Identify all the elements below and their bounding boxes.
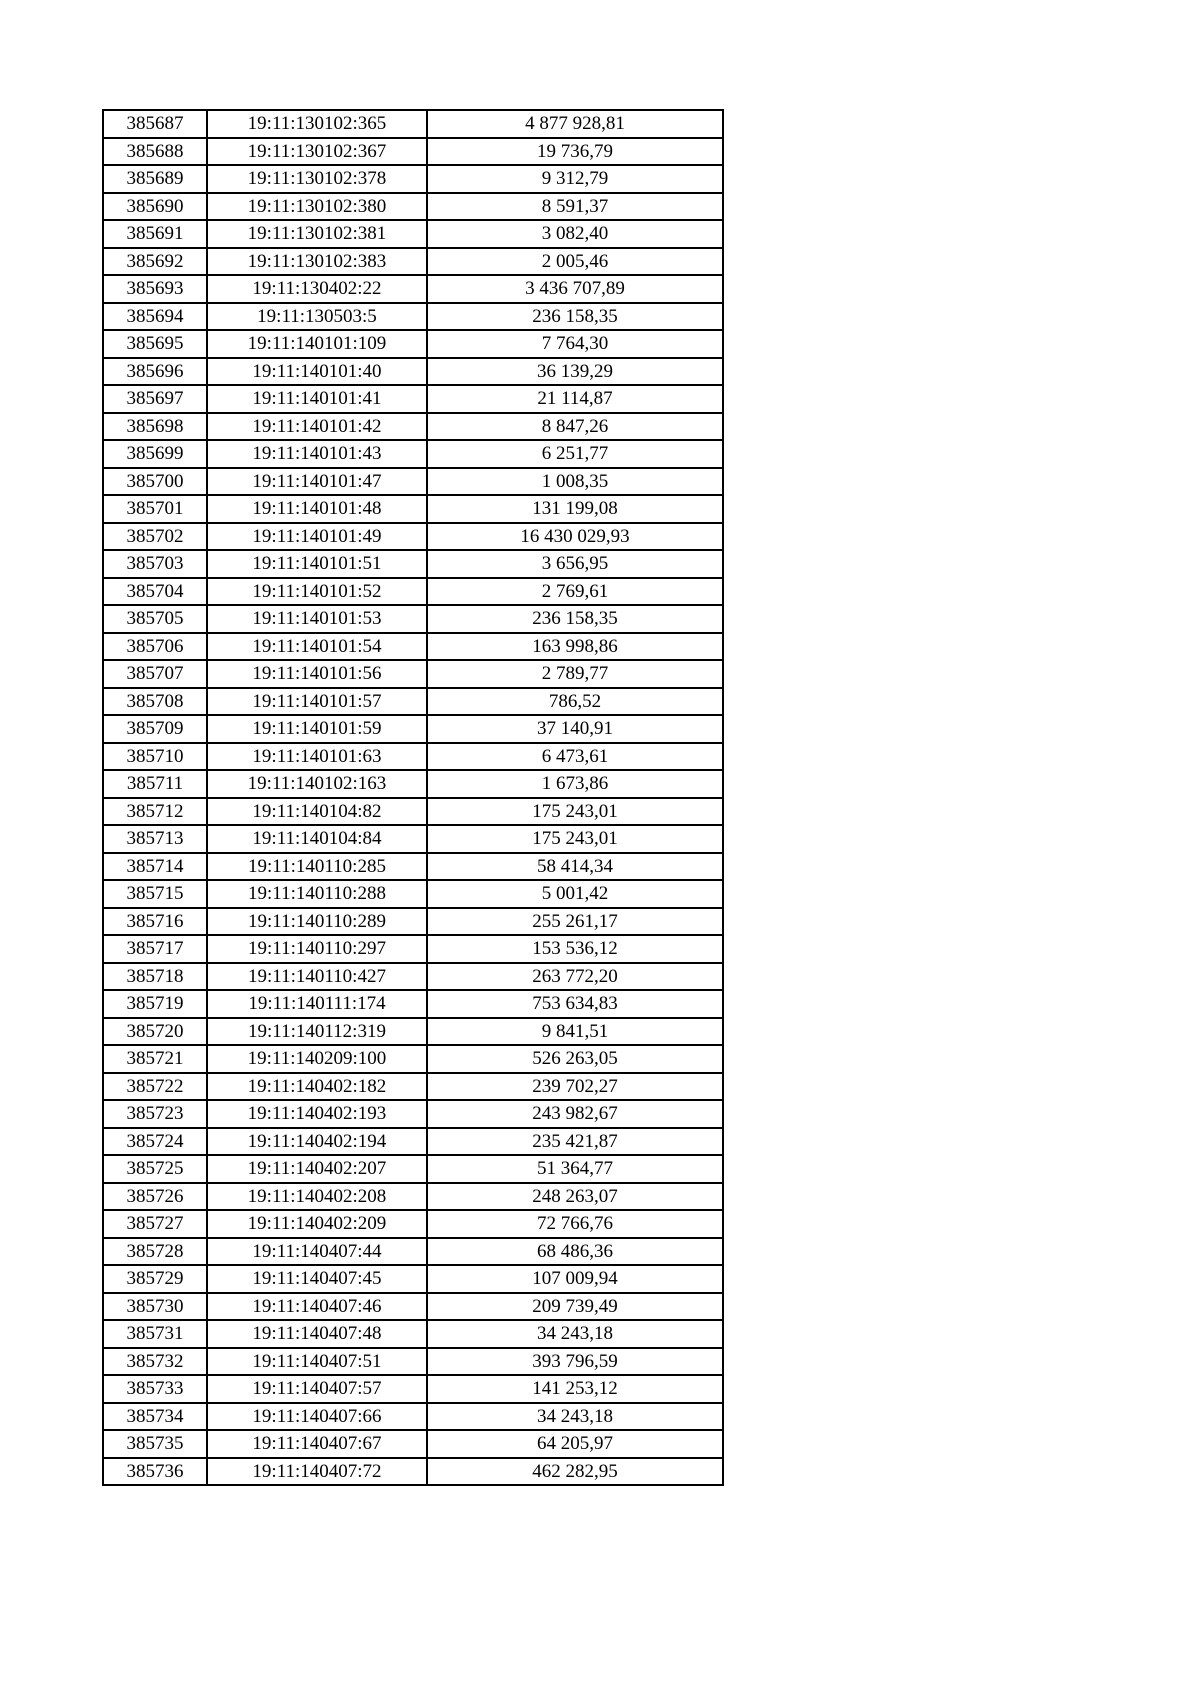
table-row	[103, 303, 723, 331]
cadastral-number-cell: 19:11:130503:5	[207, 303, 427, 331]
row-number-cell: 385688	[103, 138, 207, 166]
cadastral-number-cell: 19:11:140407:67	[207, 1430, 427, 1458]
row-number-cell: 385733	[103, 1375, 207, 1403]
cadastral-value-table	[102, 109, 724, 1486]
row-number-cell: 385713	[103, 825, 207, 853]
row-number-cell: 385707	[103, 660, 207, 688]
value-cell: 34 243,18	[427, 1403, 723, 1431]
table-row	[103, 1210, 723, 1238]
table-row	[103, 715, 723, 743]
table-row	[103, 605, 723, 633]
table-row	[103, 963, 723, 991]
row-number-cell: 385718	[103, 963, 207, 991]
value-cell: 2 789,77	[427, 660, 723, 688]
table-row	[103, 1458, 723, 1486]
cadastral-number-cell: 19:11:130102:381	[207, 220, 427, 248]
cadastral-number-cell: 19:11:140110:285	[207, 853, 427, 881]
row-number-cell: 385719	[103, 990, 207, 1018]
value-cell: 21 114,87	[427, 385, 723, 413]
table-row	[103, 110, 723, 138]
table-row	[103, 330, 723, 358]
row-number-cell: 385717	[103, 935, 207, 963]
row-number-cell: 385710	[103, 743, 207, 771]
value-cell: 236 158,35	[427, 605, 723, 633]
row-number-cell: 385723	[103, 1100, 207, 1128]
table-row	[103, 523, 723, 551]
value-cell: 37 140,91	[427, 715, 723, 743]
table-row	[103, 990, 723, 1018]
cadastral-number-cell: 19:11:140407:48	[207, 1320, 427, 1348]
cadastral-number-cell: 19:11:140101:48	[207, 495, 427, 523]
cadastral-number-cell: 19:11:140402:209	[207, 1210, 427, 1238]
cadastral-number-cell: 19:11:140110:288	[207, 880, 427, 908]
row-number-cell: 385726	[103, 1183, 207, 1211]
value-cell: 107 009,94	[427, 1265, 723, 1293]
cadastral-number-cell: 19:11:140407:66	[207, 1403, 427, 1431]
row-number-cell: 385693	[103, 275, 207, 303]
cadastral-number-cell: 19:11:130102:383	[207, 248, 427, 276]
cadastral-number-cell: 19:11:140402:207	[207, 1155, 427, 1183]
table-body	[103, 110, 723, 1485]
table-row	[103, 770, 723, 798]
table-row	[103, 1430, 723, 1458]
table-row	[103, 440, 723, 468]
table-row	[103, 413, 723, 441]
row-number-cell: 385706	[103, 633, 207, 661]
cadastral-number-cell: 19:11:130402:22	[207, 275, 427, 303]
value-cell: 239 702,27	[427, 1073, 723, 1101]
row-number-cell: 385715	[103, 880, 207, 908]
row-number-cell: 385694	[103, 303, 207, 331]
cadastral-number-cell: 19:11:130102:378	[207, 165, 427, 193]
value-cell: 72 766,76	[427, 1210, 723, 1238]
row-number-cell: 385703	[103, 550, 207, 578]
cadastral-number-cell: 19:11:140102:163	[207, 770, 427, 798]
table-row	[103, 1045, 723, 1073]
table-row	[103, 1348, 723, 1376]
cadastral-number-cell: 19:11:140101:43	[207, 440, 427, 468]
row-number-cell: 385714	[103, 853, 207, 881]
table-row	[103, 633, 723, 661]
table-row	[103, 1375, 723, 1403]
row-number-cell: 385699	[103, 440, 207, 468]
cadastral-number-cell: 19:11:140101:57	[207, 688, 427, 716]
cadastral-number-cell: 19:11:140101:49	[207, 523, 427, 551]
row-number-cell: 385692	[103, 248, 207, 276]
row-number-cell: 385725	[103, 1155, 207, 1183]
cadastral-number-cell: 19:11:140407:72	[207, 1458, 427, 1486]
value-cell: 236 158,35	[427, 303, 723, 331]
cadastral-number-cell: 19:11:140101:54	[207, 633, 427, 661]
cadastral-number-cell: 19:11:140101:42	[207, 413, 427, 441]
cadastral-number-cell: 19:11:140101:47	[207, 468, 427, 496]
row-number-cell: 385731	[103, 1320, 207, 1348]
value-cell: 175 243,01	[427, 825, 723, 853]
row-number-cell: 385696	[103, 358, 207, 386]
row-number-cell: 385687	[103, 110, 207, 138]
row-number-cell: 385697	[103, 385, 207, 413]
row-number-cell: 385722	[103, 1073, 207, 1101]
table-row	[103, 550, 723, 578]
row-number-cell: 385729	[103, 1265, 207, 1293]
row-number-cell: 385709	[103, 715, 207, 743]
value-cell: 6 473,61	[427, 743, 723, 771]
value-cell: 8 591,37	[427, 193, 723, 221]
table-row	[103, 935, 723, 963]
cadastral-number-cell: 19:11:140101:53	[207, 605, 427, 633]
row-number-cell: 385704	[103, 578, 207, 606]
value-cell: 131 199,08	[427, 495, 723, 523]
cadastral-number-cell: 19:11:140101:56	[207, 660, 427, 688]
cadastral-number-cell: 19:11:130102:365	[207, 110, 427, 138]
table-row	[103, 248, 723, 276]
value-cell: 7 764,30	[427, 330, 723, 358]
row-number-cell: 385708	[103, 688, 207, 716]
row-number-cell: 385711	[103, 770, 207, 798]
table-row	[103, 138, 723, 166]
table-row	[103, 1155, 723, 1183]
value-cell: 1 008,35	[427, 468, 723, 496]
value-cell: 263 772,20	[427, 963, 723, 991]
value-cell: 163 998,86	[427, 633, 723, 661]
cadastral-number-cell: 19:11:140407:51	[207, 1348, 427, 1376]
row-number-cell: 385728	[103, 1238, 207, 1266]
row-number-cell: 385734	[103, 1403, 207, 1431]
cadastral-number-cell: 19:11:140402:208	[207, 1183, 427, 1211]
cadastral-number-cell: 19:11:140101:52	[207, 578, 427, 606]
value-cell: 6 251,77	[427, 440, 723, 468]
table-row	[103, 880, 723, 908]
cadastral-number-cell: 19:11:140110:289	[207, 908, 427, 936]
row-number-cell: 385736	[103, 1458, 207, 1486]
row-number-cell: 385721	[103, 1045, 207, 1073]
value-cell: 3 656,95	[427, 550, 723, 578]
cadastral-number-cell: 19:11:140101:40	[207, 358, 427, 386]
value-cell: 209 739,49	[427, 1293, 723, 1321]
cadastral-number-cell: 19:11:140402:194	[207, 1128, 427, 1156]
value-cell: 68 486,36	[427, 1238, 723, 1266]
table-row	[103, 660, 723, 688]
row-number-cell: 385716	[103, 908, 207, 936]
value-cell: 786,52	[427, 688, 723, 716]
value-cell: 51 364,77	[427, 1155, 723, 1183]
cadastral-number-cell: 19:11:140407:46	[207, 1293, 427, 1321]
value-cell: 235 421,87	[427, 1128, 723, 1156]
table-row	[103, 825, 723, 853]
table-row	[103, 1018, 723, 1046]
cadastral-number-cell: 19:11:140402:182	[207, 1073, 427, 1101]
cadastral-number-cell: 19:11:140101:41	[207, 385, 427, 413]
value-cell: 3 082,40	[427, 220, 723, 248]
value-cell: 3 436 707,89	[427, 275, 723, 303]
value-cell: 153 536,12	[427, 935, 723, 963]
table-row	[103, 688, 723, 716]
value-cell: 255 261,17	[427, 908, 723, 936]
cadastral-number-cell: 19:11:140407:57	[207, 1375, 427, 1403]
row-number-cell: 385690	[103, 193, 207, 221]
table-row	[103, 1293, 723, 1321]
cadastral-number-cell: 19:11:140111:174	[207, 990, 427, 1018]
table-row	[103, 495, 723, 523]
value-cell: 4 877 928,81	[427, 110, 723, 138]
row-number-cell: 385695	[103, 330, 207, 358]
cadastral-number-cell: 19:11:140101:59	[207, 715, 427, 743]
cadastral-number-cell: 19:11:140104:84	[207, 825, 427, 853]
cadastral-number-cell: 19:11:140101:51	[207, 550, 427, 578]
table-row	[103, 193, 723, 221]
value-cell: 526 263,05	[427, 1045, 723, 1073]
cadastral-number-cell: 19:11:140402:193	[207, 1100, 427, 1128]
row-number-cell: 385701	[103, 495, 207, 523]
table-row	[103, 165, 723, 193]
row-number-cell: 385700	[103, 468, 207, 496]
value-cell: 248 263,07	[427, 1183, 723, 1211]
value-cell: 141 253,12	[427, 1375, 723, 1403]
cadastral-number-cell: 19:11:140407:45	[207, 1265, 427, 1293]
table-row	[103, 908, 723, 936]
table-row	[103, 385, 723, 413]
table-row	[103, 1320, 723, 1348]
value-cell: 9 312,79	[427, 165, 723, 193]
row-number-cell: 385720	[103, 1018, 207, 1046]
cadastral-number-cell: 19:11:140110:427	[207, 963, 427, 991]
value-cell: 34 243,18	[427, 1320, 723, 1348]
row-number-cell: 385691	[103, 220, 207, 248]
cadastral-number-cell: 19:11:140407:44	[207, 1238, 427, 1266]
row-number-cell: 385705	[103, 605, 207, 633]
table-row	[103, 578, 723, 606]
value-cell: 36 139,29	[427, 358, 723, 386]
cadastral-number-cell: 19:11:140104:82	[207, 798, 427, 826]
value-cell: 5 001,42	[427, 880, 723, 908]
value-cell: 9 841,51	[427, 1018, 723, 1046]
value-cell: 19 736,79	[427, 138, 723, 166]
table-row	[103, 853, 723, 881]
row-number-cell: 385730	[103, 1293, 207, 1321]
row-number-cell: 385727	[103, 1210, 207, 1238]
value-cell: 462 282,95	[427, 1458, 723, 1486]
cadastral-number-cell: 19:11:130102:367	[207, 138, 427, 166]
table-row	[103, 1183, 723, 1211]
row-number-cell: 385698	[103, 413, 207, 441]
value-cell: 1 673,86	[427, 770, 723, 798]
row-number-cell: 385702	[103, 523, 207, 551]
cadastral-number-cell: 19:11:140209:100	[207, 1045, 427, 1073]
table-row	[103, 798, 723, 826]
table-row	[103, 275, 723, 303]
cadastral-number-cell: 19:11:130102:380	[207, 193, 427, 221]
row-number-cell: 385689	[103, 165, 207, 193]
row-number-cell: 385732	[103, 1348, 207, 1376]
table-row	[103, 220, 723, 248]
table-row	[103, 1238, 723, 1266]
table-row	[103, 1100, 723, 1128]
row-number-cell: 385712	[103, 798, 207, 826]
table-row	[103, 1128, 723, 1156]
value-cell: 753 634,83	[427, 990, 723, 1018]
cadastral-number-cell: 19:11:140112:319	[207, 1018, 427, 1046]
value-cell: 64 205,97	[427, 1430, 723, 1458]
row-number-cell: 385724	[103, 1128, 207, 1156]
table-row	[103, 1403, 723, 1431]
cadastral-number-cell: 19:11:140101:63	[207, 743, 427, 771]
cadastral-number-cell: 19:11:140101:109	[207, 330, 427, 358]
row-number-cell: 385735	[103, 1430, 207, 1458]
value-cell: 2 769,61	[427, 578, 723, 606]
value-cell: 243 982,67	[427, 1100, 723, 1128]
value-cell: 2 005,46	[427, 248, 723, 276]
table-row	[103, 743, 723, 771]
table-row	[103, 468, 723, 496]
value-cell: 8 847,26	[427, 413, 723, 441]
table-row	[103, 1265, 723, 1293]
table-row	[103, 358, 723, 386]
table-row	[103, 1073, 723, 1101]
value-cell: 175 243,01	[427, 798, 723, 826]
value-cell: 393 796,59	[427, 1348, 723, 1376]
cadastral-number-cell: 19:11:140110:297	[207, 935, 427, 963]
value-cell: 16 430 029,93	[427, 523, 723, 551]
value-cell: 58 414,34	[427, 853, 723, 881]
